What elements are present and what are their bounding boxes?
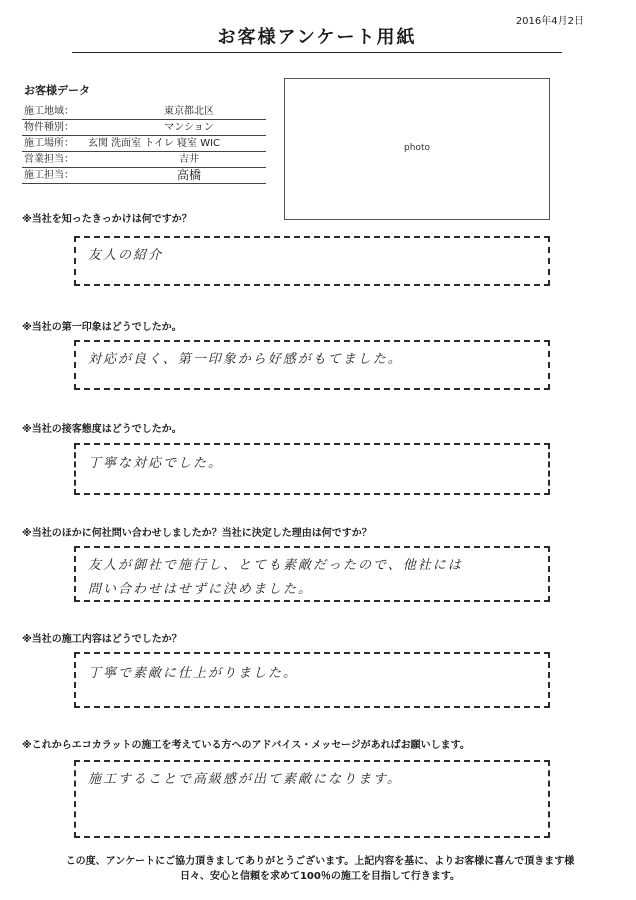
customer-info-table (22, 104, 266, 184)
question-1: ※当社を知ったきっかけは何ですか？ (22, 214, 192, 225)
answer-2-text: 対応が良く、第一印象から好感がもてました。 (88, 352, 403, 367)
footer-line-2: 日々、安心と信頼を求めて100％の施工を目指して行きます。 (179, 871, 461, 882)
answer-box-5 (74, 652, 550, 708)
customer-section-heading: お客様データ (24, 84, 90, 97)
footer-message (30, 854, 610, 884)
type-label: 物件種別： (24, 122, 74, 133)
question-5: ※当社の施工内容はどうでしたか？ (22, 634, 182, 645)
type-value: マンション (164, 122, 214, 133)
area-value: 東京都北区 (164, 106, 214, 117)
sales-value: 吉井 (179, 154, 199, 165)
answer-1-text: 友人の紹介 (88, 248, 164, 263)
info-row-type (22, 120, 266, 136)
photo-label: photo (404, 143, 430, 153)
construction-label: 施工担当： (24, 170, 74, 181)
construction-value: 高橋 (176, 168, 201, 182)
answer-box-3 (74, 443, 550, 495)
photo-placeholder (284, 78, 550, 220)
info-row-sales (22, 152, 266, 168)
info-row-construction (22, 168, 266, 184)
answer-5-text: 丁寧で素敵に仕上がりました。 (88, 666, 299, 681)
area-label: 施工地域： (24, 106, 74, 117)
survey-date: 2016年4月2日 (515, 16, 584, 27)
info-row-area (22, 104, 266, 120)
place-value: 玄関 洗面室 トイレ 寝室 WIC (88, 138, 221, 149)
answer-box-2 (74, 340, 550, 390)
answer-box-4 (74, 546, 550, 602)
question-6: ※これからエコカラットの施工を考えている方へのアドバイス・メッセージがあればお願いします。 (22, 740, 470, 751)
footer-line-1: この度、アンケートにご協力頂きましてありがとうございます。上記内容を基に、よりお客様に喜んで頂きます様 (65, 856, 575, 867)
info-row-place (22, 136, 266, 152)
answer-6-text: 施工することで高級感が出て素敵になります。 (88, 772, 402, 787)
answer-box-6 (74, 760, 550, 838)
answer-box-1 (74, 236, 550, 286)
question-3: ※当社の接客態度はどうでしたか。 (22, 424, 182, 435)
page-title: お客様アンケート用紙 (72, 26, 562, 53)
answer-3-text: 丁寧な対応でした。 (88, 456, 224, 471)
question-2: ※当社の第一印象はどうでしたか。 (22, 322, 182, 333)
sales-label: 営業担当： (24, 154, 74, 165)
answer-4-text-line1: 友人が御社で施行し、とても素敵だったので、他社には (88, 558, 463, 573)
place-label: 施工場所： (24, 138, 74, 149)
question-4: ※当社のほかに何社問い合わせしましたか？当社に決定した理由は何ですか？ (22, 528, 372, 539)
answer-4-text-line2: 問い合わせはせずに決めました。 (88, 582, 314, 597)
